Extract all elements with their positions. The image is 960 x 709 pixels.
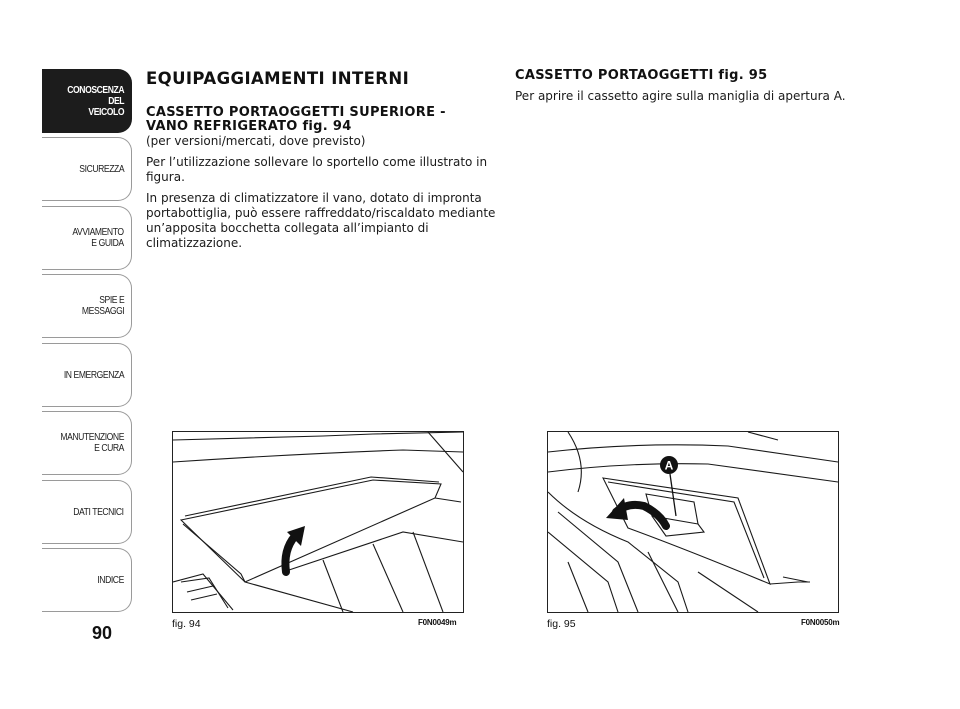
tab-label: INDICE xyxy=(97,574,124,586)
figure-94-code: F0N0049m xyxy=(418,618,457,627)
upper-compartment-drawing xyxy=(173,432,463,612)
glovebox-drawing xyxy=(548,432,838,612)
tab-indice[interactable] xyxy=(42,548,132,612)
availability-note: (per versioni/mercati, dove previsto) xyxy=(146,134,366,148)
page-title: EQUIPAGGIAMENTI INTERNI xyxy=(146,69,410,88)
left-column xyxy=(146,69,498,257)
tab-dati-tecnici[interactable] xyxy=(42,480,132,544)
figure-95-caption: fig. 95 xyxy=(547,618,576,630)
tab-sicurezza[interactable] xyxy=(42,137,132,201)
tab-label: CONOSCENZA DEL VEICOLO xyxy=(67,84,124,118)
figure-94-caption: fig. 94 xyxy=(172,618,201,630)
glovebox-paragraph: Per aprire il cassetto agire sulla maniglia di apertura A. xyxy=(515,89,846,103)
tab-in-emergenza[interactable] xyxy=(42,343,132,407)
tab-manutenzione-e-cura[interactable] xyxy=(42,411,132,475)
figure-95-illustration xyxy=(547,431,839,613)
tab-label: DATI TECNICI xyxy=(73,506,124,518)
subhead-glovebox: CASSETTO PORTAOGGETTI fig. 95 xyxy=(515,68,768,83)
subhead-line-2: VANO REFRIGERATO fig. 94 xyxy=(146,119,352,134)
tab-avviamento-e-guida[interactable] xyxy=(42,206,132,270)
tab-label: SPIE E MESSAGGI xyxy=(81,295,124,317)
callout-a-label: A xyxy=(664,458,674,473)
tab-label: SICUREZZA xyxy=(79,163,124,175)
climate-paragraph: In presenza di climatizzatore il vano, dotato di impronta portabottiglia, può essere raffreddato/riscaldato mediante un’apposita bocchetta collegata all’impianto di climatizzazione. xyxy=(146,191,496,250)
tab-label: IN EMERGENZA xyxy=(63,369,124,381)
tab-conoscenza-del-veicolo[interactable] xyxy=(42,69,132,133)
subhead-upper-glovebox xyxy=(146,106,498,134)
tab-label: MANUTENZIONE E CURA xyxy=(60,432,124,454)
figure-95-code: F0N0050m xyxy=(801,618,840,627)
page-number: 90 xyxy=(92,623,113,643)
tab-spie-e-messaggi[interactable] xyxy=(42,274,132,338)
tab-label: AVVIAMENTO E GUIDA xyxy=(72,227,124,249)
subhead-line-1: CASSETTO PORTAOGGETTI SUPERIORE - xyxy=(146,105,446,120)
right-column xyxy=(515,69,895,110)
figure-94-illustration xyxy=(172,431,464,613)
usage-paragraph: Per l’utilizzazione sollevare lo sportello come illustrato in figura. xyxy=(146,155,488,184)
